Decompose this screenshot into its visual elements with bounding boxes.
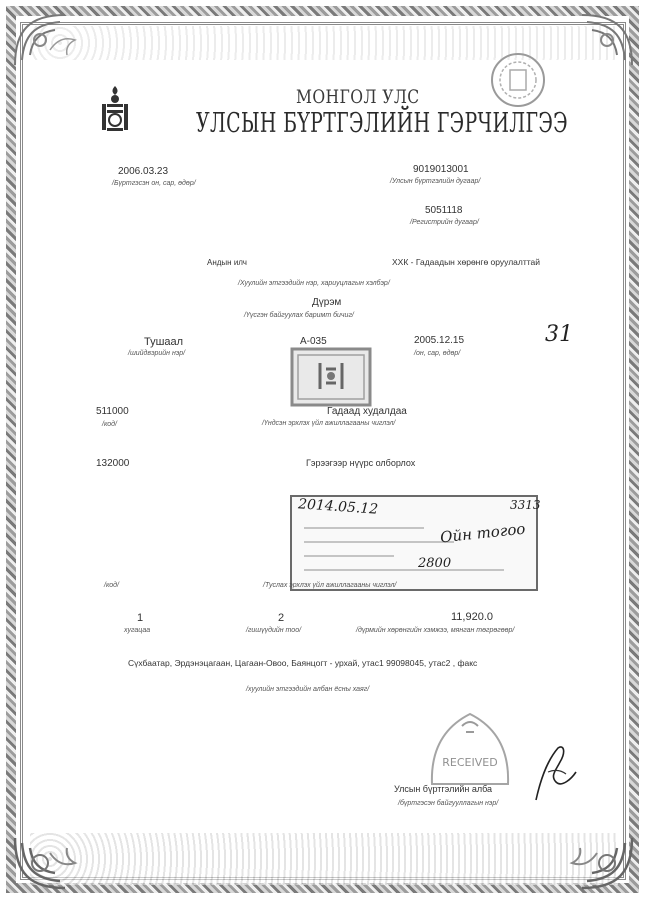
state-registration-number-caption: /Улсын бүртгэлийн дугаар/ [390,178,481,185]
main-activity-caption: /Үндсэн эрхлэх үйл ажиллагааны чиглэл/ [262,420,396,427]
corner-ornament [10,833,90,893]
decision-type: Тушаал [144,336,184,348]
round-seal-stamp [488,50,548,110]
received-stamp-text: RECEIVED [442,756,498,769]
decision-type-caption: /шийдвэрийн нэр/ [128,350,186,357]
corner-ornament [557,833,637,893]
main-activity-code: 511000 [96,406,129,417]
secondary-activity-name: Гэрээгээр нүүрс олборлох [306,458,416,468]
handwritten-word: Ойн тогоо [439,519,527,547]
handwritten-page-mark: 31 [545,322,573,347]
decision-date: 2005.12.15 [414,335,465,346]
state-registration-number: 9019013001 [413,164,469,175]
secondary-activity-code: 132000 [96,458,130,469]
register-number-caption: /Регистрийн дугаар/ [410,219,479,226]
secondary-activity-caption: /Туслах эрхлэх үйл ажиллагааны чиглэл/ [263,582,397,589]
square-seal-stamp [290,347,372,407]
founders-count: 2 [278,612,285,624]
main-activity-code-caption: /код/ [102,421,117,428]
handwritten-number: 3313 [510,498,541,512]
entity-name: Андын илч [207,258,247,267]
founding-document-caption: /Үүсгэн байгуулах баримт бичиг/ [244,312,354,319]
bottom-ornament-band [30,833,618,885]
capital-amount-caption: /дүрмийн хөрөнгийн хэмжээ, мянган төгрөгөөр/ [356,627,515,634]
main-activity-name: Гадаад худалдаа [327,406,407,417]
issuing-authority: Улсын бүртгэлийн алба [394,784,493,794]
handwritten-date: 2014.05.12 [297,496,379,518]
handwritten-amount: 2800 [418,556,452,571]
country-name: МОНГОЛ УЛС [296,86,420,108]
registration-date: 2006.03.23 [118,166,169,177]
soyombo-emblem-icon [98,84,132,136]
decision-number: А-035 [300,336,327,347]
decision-date-caption: /он, сар, өдөр/ [414,350,461,357]
corner-ornament [10,10,90,70]
corner-ornament [557,10,637,70]
official-address: Сүхбаатар, Эрдэнэцагаан, Цагаан-Овоо, Баянцогт - урхай, утас1 99098045, утас2 , факс [128,658,478,668]
capital-amount: 11,920.0 [451,611,494,623]
entity-form: ХХК - Гадаадын хөрөнгө оруулалттай [392,257,541,267]
received-stamp [422,704,518,794]
term-value: 1 [137,612,144,624]
founders-caption: /гишүүдийн тоо/ [246,627,302,634]
issuing-authority-caption: /бүртгэсэн байгууллагын нэр/ [398,800,499,807]
official-address-caption: /хуулийн этгээдийн албан ёсны хаяг/ [246,686,370,693]
certificate-title: УЛСЫН БҮРТГЭЛИЙН ГЭРЧИЛГЭЭ [196,108,568,139]
register-number: 5051118 [425,205,463,216]
term-caption: хугацаа [124,627,151,634]
official-signature [526,742,586,804]
registration-date-caption: /Бүртгэсэн он, сар, өдөр/ [112,180,196,187]
secondary-activity-code-caption: /код/ [104,582,119,589]
entity-name-caption: /Хуулийн этгээдийн нэр, хариуцлагын хэлбэр/ [238,280,390,287]
founding-document: Дүрэм [312,297,342,308]
